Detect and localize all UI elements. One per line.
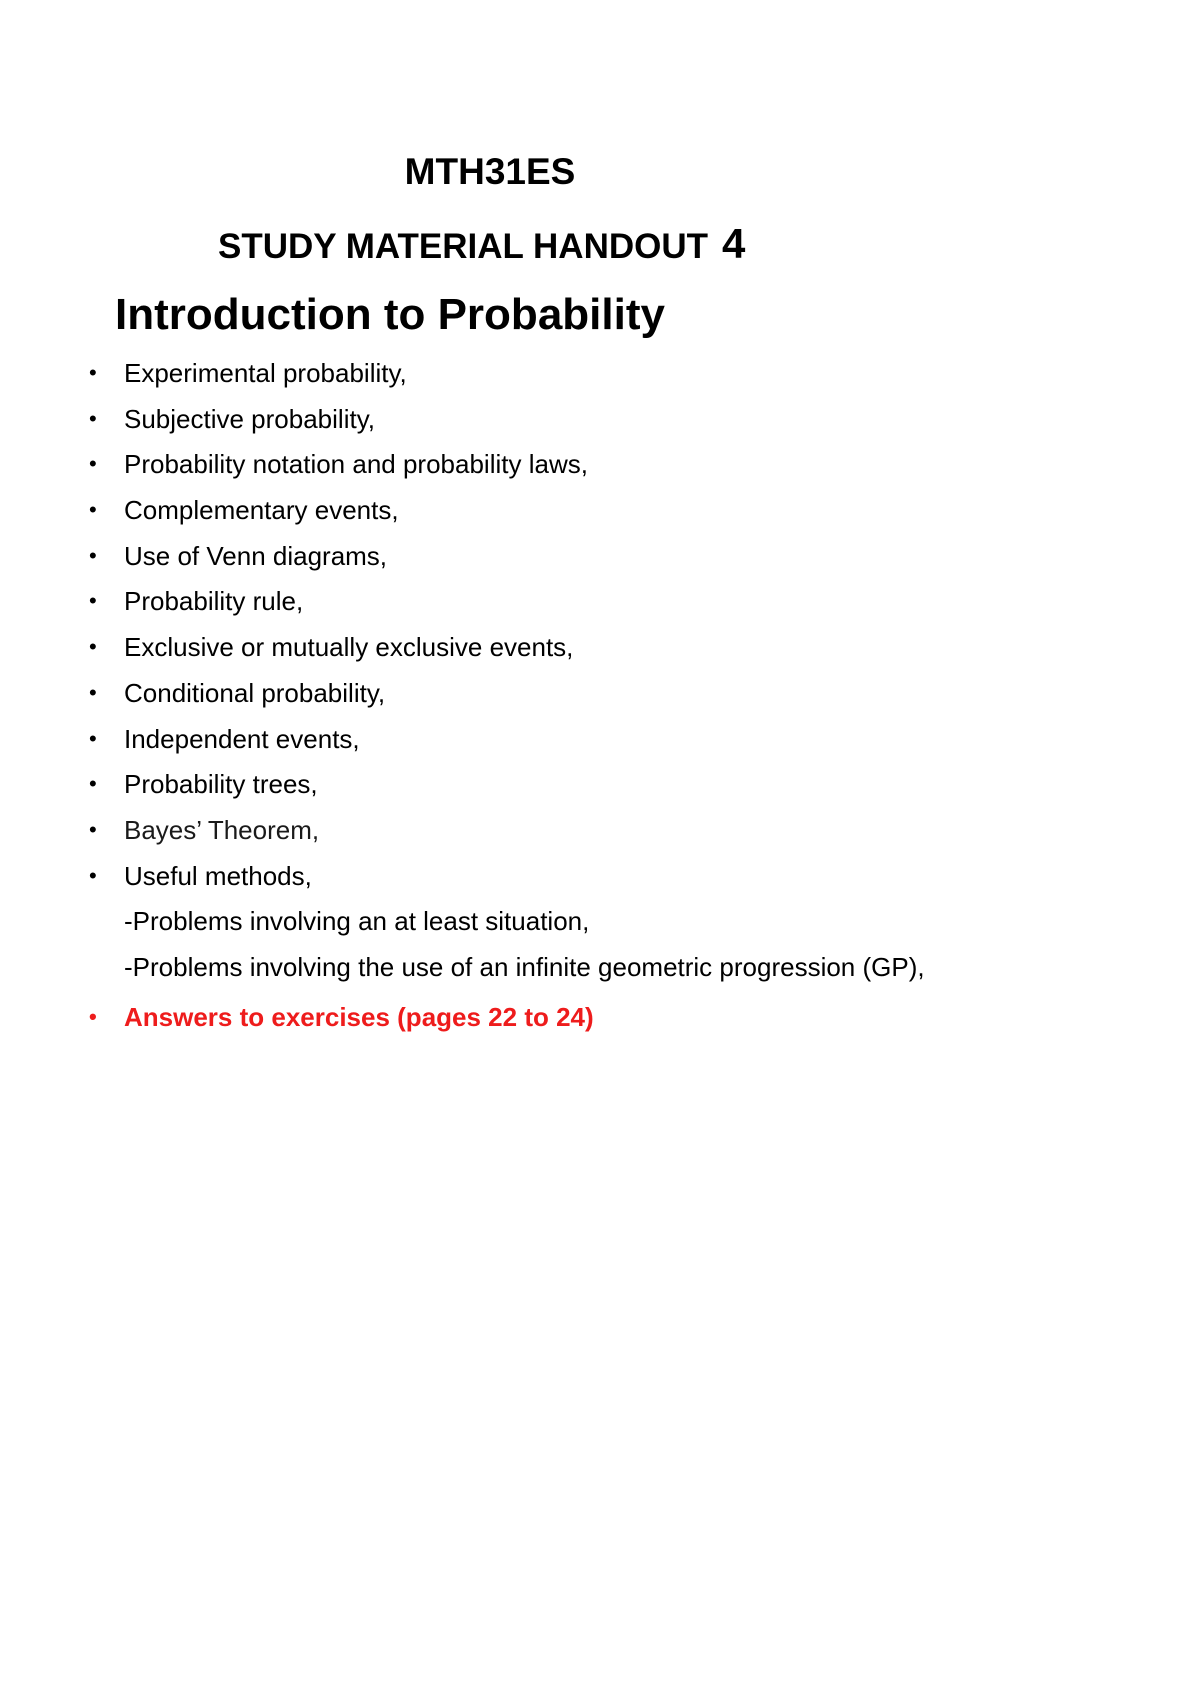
- list-item-text: Probability notation and probability laws,: [124, 449, 588, 480]
- bullet-icon: •: [89, 542, 97, 568]
- list-item-text: Probability trees,: [124, 769, 318, 800]
- bullet-icon: •: [89, 634, 97, 660]
- bullet-icon: •: [89, 679, 97, 705]
- answers-text: Answers to exercises (pages 22 to 24): [124, 1001, 594, 1032]
- list-item-text: Conditional probability,: [124, 677, 386, 708]
- topic-title: Introduction to Probability: [115, 290, 665, 339]
- list-item-text: Useful methods,: [124, 860, 312, 891]
- course-code: MTH31ES: [404, 151, 576, 192]
- handout-number: 4: [722, 220, 746, 267]
- list-item-text: Complementary events,: [124, 495, 399, 526]
- list-item-text: Use of Venn diagrams,: [124, 540, 388, 571]
- list-item-text: Exclusive or mutually exclusive events,: [124, 632, 574, 663]
- sub-list-item-text: -Problems involving the use of an infinite geometric progression (GP),: [124, 951, 925, 982]
- bullet-icon: •: [89, 497, 97, 523]
- list-item-text: Independent events,: [124, 723, 360, 754]
- bullet-icon: •: [89, 816, 97, 842]
- bullet-icon: •: [89, 405, 97, 431]
- list-item-text: Subjective probability,: [124, 403, 375, 434]
- bullet-icon: •: [89, 360, 97, 385]
- bullet-icon: •: [89, 1003, 97, 1029]
- handout-label: STUDY MATERIAL HANDOUT: [218, 227, 708, 266]
- bullet-icon: •: [89, 725, 97, 751]
- bullet-icon: •: [89, 862, 97, 888]
- list-item-text: Bayes’ Theorem,: [124, 814, 320, 845]
- bullet-icon: •: [89, 771, 97, 797]
- bullet-icon: •: [89, 451, 97, 477]
- bullet-icon: •: [89, 588, 97, 614]
- list-item-text: Experimental probability,: [124, 358, 407, 388]
- list-item-text: Probability rule,: [124, 586, 304, 617]
- handout-title: [218, 222, 745, 269]
- sub-list-item-text: -Problems involving an at least situation,: [124, 906, 590, 937]
